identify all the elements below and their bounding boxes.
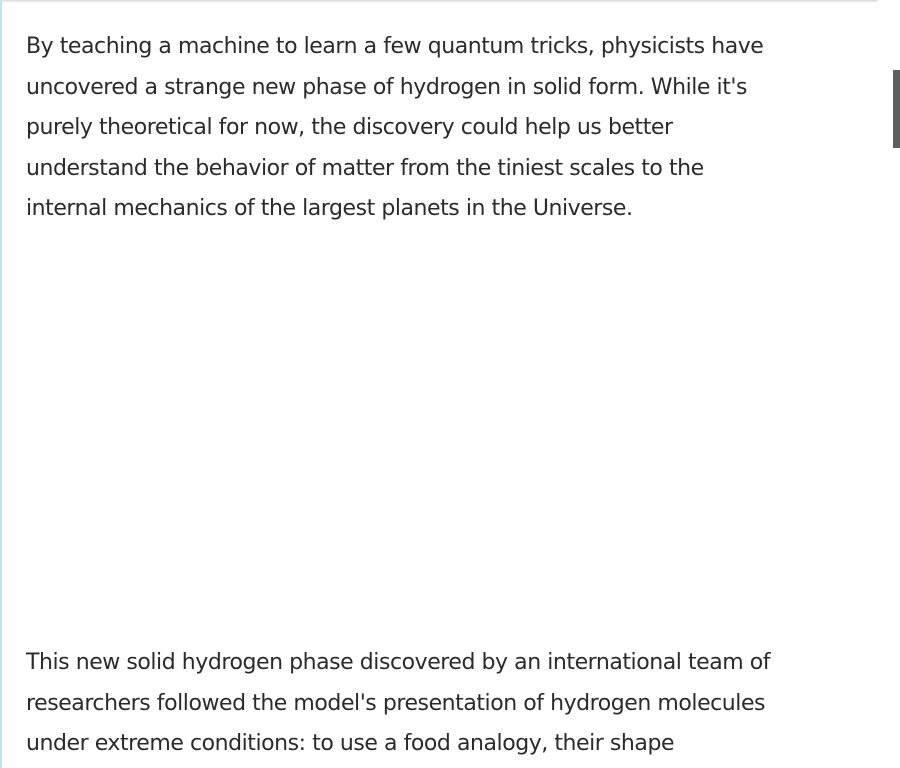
paragraph-line: uncovered a strange new phase of hydrogen in solid form. While it's [26, 74, 747, 100]
scrollbar-thumb[interactable] [893, 70, 900, 148]
header-shadow [0, 0, 878, 3]
paragraph-line: By teaching a machine to learn a few quantum tricks, physicists have [26, 34, 764, 59]
paragraph-line: under extreme conditions: to use a food analogy, their shape [26, 731, 675, 756]
article-paragraph-1 [26, 27, 886, 230]
paragraph-line: researchers followed the model's presentation of hydrogen molecules [26, 690, 766, 716]
paragraph-line: internal mechanics of the largest planets in the Universe. [26, 196, 633, 221]
paragraph-line: understand the behavior of matter from the tiniest scales to the [26, 155, 704, 181]
paragraph-line: purely theoretical for now, the discovery could help us better [26, 115, 673, 140]
paragraph-line: This new solid hydrogen phase discovered by an international team of [26, 650, 771, 675]
article-paragraph-2 [26, 643, 886, 765]
left-border [0, 0, 2, 768]
